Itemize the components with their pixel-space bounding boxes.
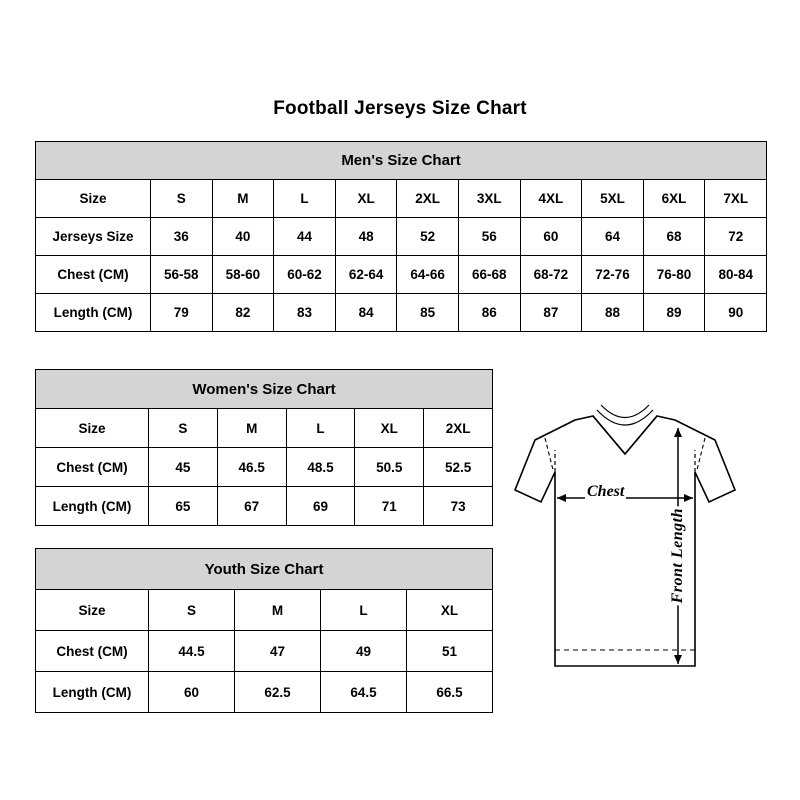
front-length-arrow-top [674,428,682,437]
table-cell: 48.5 [286,448,355,487]
table-row [36,487,493,526]
column-header: XL [355,409,424,448]
column-header: XL [335,180,397,218]
table-cell: 47 [235,631,321,672]
table-cell: 52.5 [424,448,493,487]
chest-arrow-left [557,494,566,502]
row-label: Length (CM) [36,672,149,713]
row-label: Chest (CM) [36,631,149,672]
row-header-size: Size [36,590,149,631]
row-label: Chest (CM) [36,448,149,487]
table-cell: 76-80 [643,256,705,294]
column-header: 6XL [643,180,705,218]
table-row [36,256,767,294]
table-cell: 68 [643,218,705,256]
row-label: Length (CM) [36,294,151,332]
row-label: Chest (CM) [36,256,151,294]
table-cell: 83 [274,294,336,332]
table-cell: 69 [286,487,355,526]
table-cell: 72-76 [582,256,644,294]
column-header: 4XL [520,180,582,218]
column-header: 5XL [582,180,644,218]
table-row [36,672,493,713]
table-row [36,218,767,256]
youth-chart-caption: Youth Size Chart [36,549,493,590]
column-header: 3XL [458,180,520,218]
table-cell: 62-64 [335,256,397,294]
table-cell: 89 [643,294,705,332]
table-cell: 51 [407,631,493,672]
chest-arrow-right [684,494,693,502]
table-cell: 67 [217,487,286,526]
table-cell: 71 [355,487,424,526]
collar-stitch-inner [601,405,649,418]
column-header: M [217,409,286,448]
table-cell: 88 [582,294,644,332]
table-cell: 86 [458,294,520,332]
table-cell: 84 [335,294,397,332]
table-cell: 64.5 [321,672,407,713]
table-caption-row [36,142,767,180]
table-cell: 79 [151,294,213,332]
right-shoulder-dash [697,438,705,470]
table-cell: 56-58 [151,256,213,294]
column-header: S [149,409,218,448]
mens-size-chart-container [35,141,767,332]
column-header: L [321,590,407,631]
row-label: Jerseys Size [36,218,151,256]
table-cell: 40 [212,218,274,256]
table-cell: 62.5 [235,672,321,713]
page-title: Football Jerseys Size Chart [273,98,527,119]
table-header-row [36,409,493,448]
table-header-row [36,590,493,631]
left-shoulder-dash [545,438,553,470]
table-cell: 48 [335,218,397,256]
table-cell: 72 [705,218,767,256]
table-cell: 73 [424,487,493,526]
table-cell: 50.5 [355,448,424,487]
table-cell: 85 [397,294,459,332]
column-header: S [151,180,213,218]
youth-size-chart-container [35,548,493,713]
column-header: 2XL [424,409,493,448]
table-cell: 64 [582,218,644,256]
jersey-measurement-diagram [505,398,780,688]
table-cell: 66-68 [458,256,520,294]
front-length-arrow-bottom [674,655,682,664]
column-header: 2XL [397,180,459,218]
table-cell: 52 [397,218,459,256]
table-cell: 46.5 [217,448,286,487]
womens-size-table [35,369,493,526]
table-cell: 60 [520,218,582,256]
table-cell: 56 [458,218,520,256]
table-cell: 60-62 [274,256,336,294]
table-caption-row [36,549,493,590]
womens-chart-caption: Women's Size Chart [36,370,493,409]
row-header-size: Size [36,409,149,448]
table-row [36,294,767,332]
table-cell: 36 [151,218,213,256]
mens-chart-caption: Men's Size Chart [36,142,767,180]
mens-size-table [35,141,767,332]
table-cell: 64-66 [397,256,459,294]
table-cell: 58-60 [212,256,274,294]
table-cell: 49 [321,631,407,672]
table-cell: 44.5 [149,631,235,672]
table-cell: 87 [520,294,582,332]
column-header: L [286,409,355,448]
table-row [36,448,493,487]
table-cell: 80-84 [705,256,767,294]
front-length-label: Front Length [669,508,686,604]
column-header: 7XL [705,180,767,218]
table-cell: 65 [149,487,218,526]
table-cell: 60 [149,672,235,713]
vneck-collar-icon [593,416,657,454]
column-header: XL [407,590,493,631]
table-header-row [36,180,767,218]
table-cell: 82 [212,294,274,332]
table-cell: 68-72 [520,256,582,294]
column-header: M [212,180,274,218]
column-header: S [149,590,235,631]
table-cell: 44 [274,218,336,256]
youth-size-table [35,548,493,713]
table-row [36,631,493,672]
jersey-outline-svg [505,398,780,688]
chest-label: Chest [587,483,625,500]
row-label: Length (CM) [36,487,149,526]
column-header: L [274,180,336,218]
table-cell: 90 [705,294,767,332]
womens-size-chart-container [35,369,493,526]
column-header: M [235,590,321,631]
row-header-size: Size [36,180,151,218]
table-cell: 66.5 [407,672,493,713]
table-caption-row [36,370,493,409]
table-cell: 45 [149,448,218,487]
